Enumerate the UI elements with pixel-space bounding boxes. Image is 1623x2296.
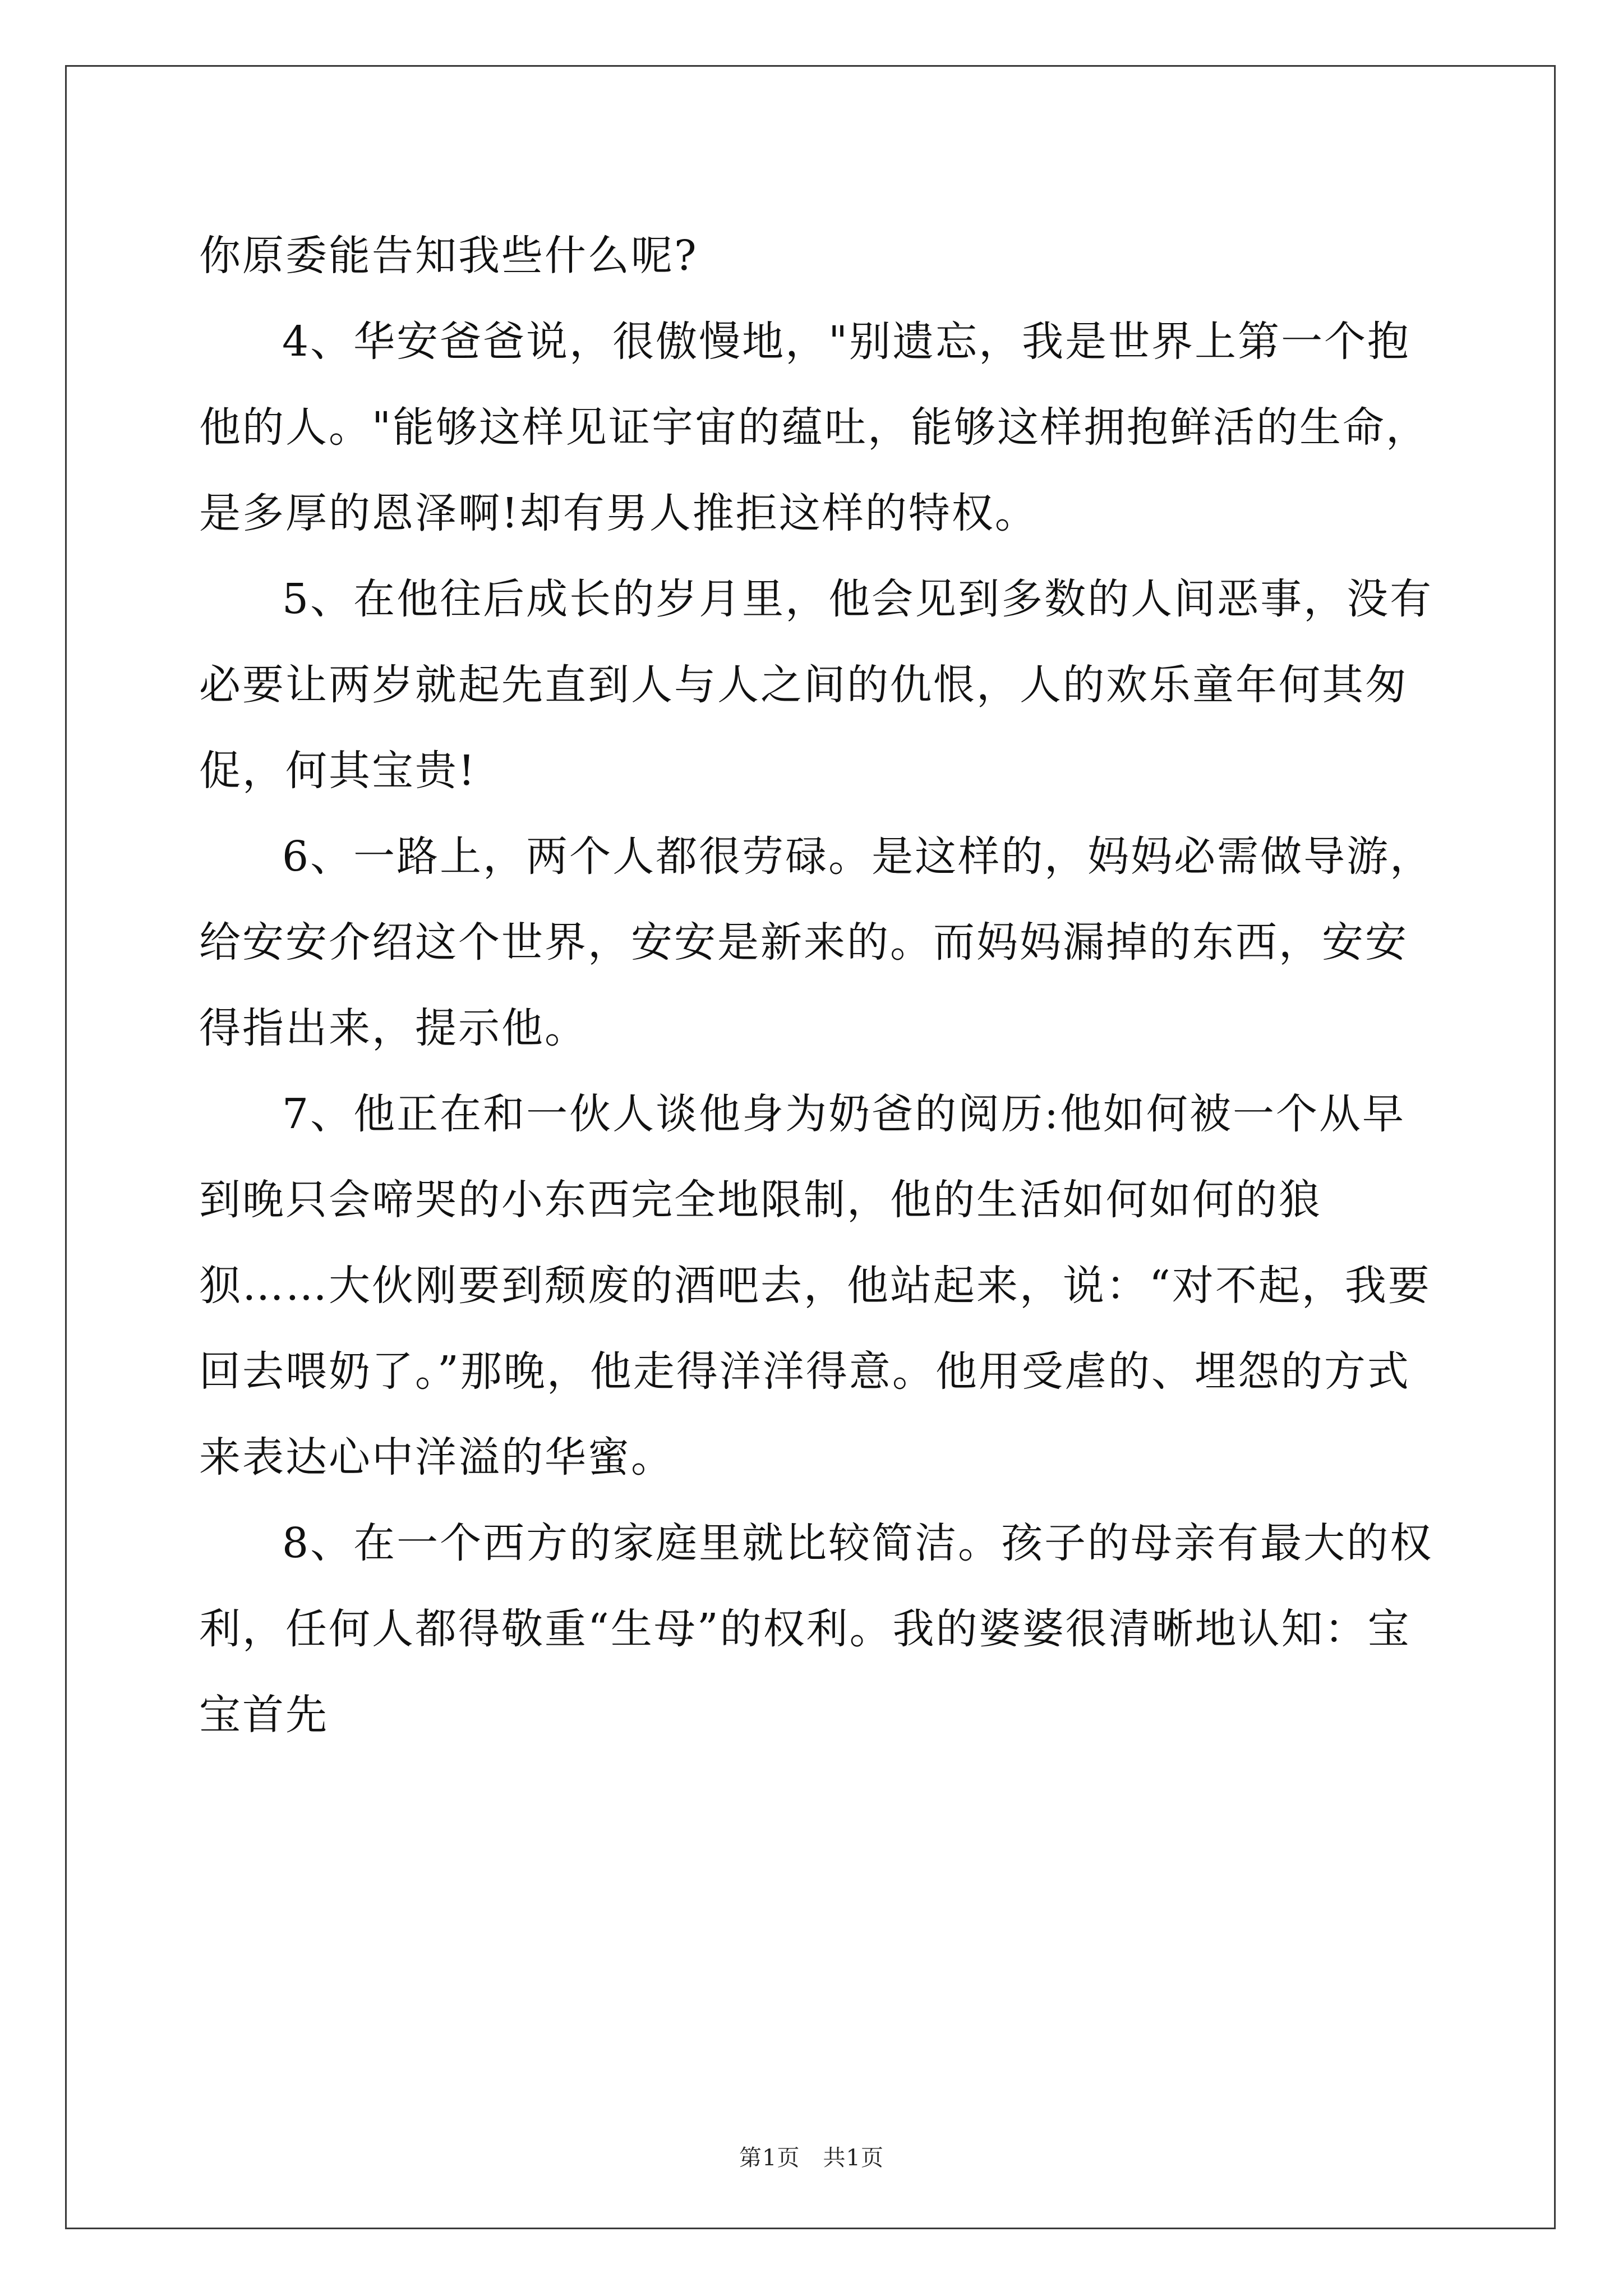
paragraph: 8、在一个西方的家庭里就比较简洁。孩子的母亲有最大的权利，任何人都得敬重“生母”的权利。我的婆婆很清晰地认知：宝宝首先: [199, 1519, 1433, 1739]
page-number: 第1页 共1页: [739, 2145, 884, 2171]
paragraph: 4、华安爸爸说，很傲慢地，"别遗忘，我是世界上第一个抱他的人。"能够这样见证宇宙的蕴吐，能够这样拥抱鲜活的生命，是多厚的恩泽啊!却有男人推拒这样的特权。: [199, 318, 1430, 537]
document-body: [199, 213, 1438, 1758]
paragraph: 你原委能告知我些什么呢?: [199, 232, 698, 280]
paragraph: 5、在他往后成长的岁月里，他会见到多数的人间恶事，没有必要让两岁就起先直到人与人之间的仇恨，人的欢乐童年何其匆促，何其宝贵!: [199, 575, 1433, 795]
paragraph: 7、他正在和一伙人谈他身为奶爸的阅历:他如何被一个从早到晚只会啼哭的小东西完全地限制，他的生活如何如何的狼狈……大伙刚要到颓废的酒吧去，他站起来，说：“对不起，我要回去喂奶了。”那晚，他走得洋洋得意。他用受虐的、埋怨的方式来表达心中洋溢的华蜜。: [199, 1090, 1431, 1481]
paragraph: 6、一路上，两个人都很劳碌。是这样的，妈妈必需做导游，给安安介绍这个世界，安安是新来的。而妈妈漏掉的东西，安安得指出来，提示他。: [199, 832, 1433, 1052]
